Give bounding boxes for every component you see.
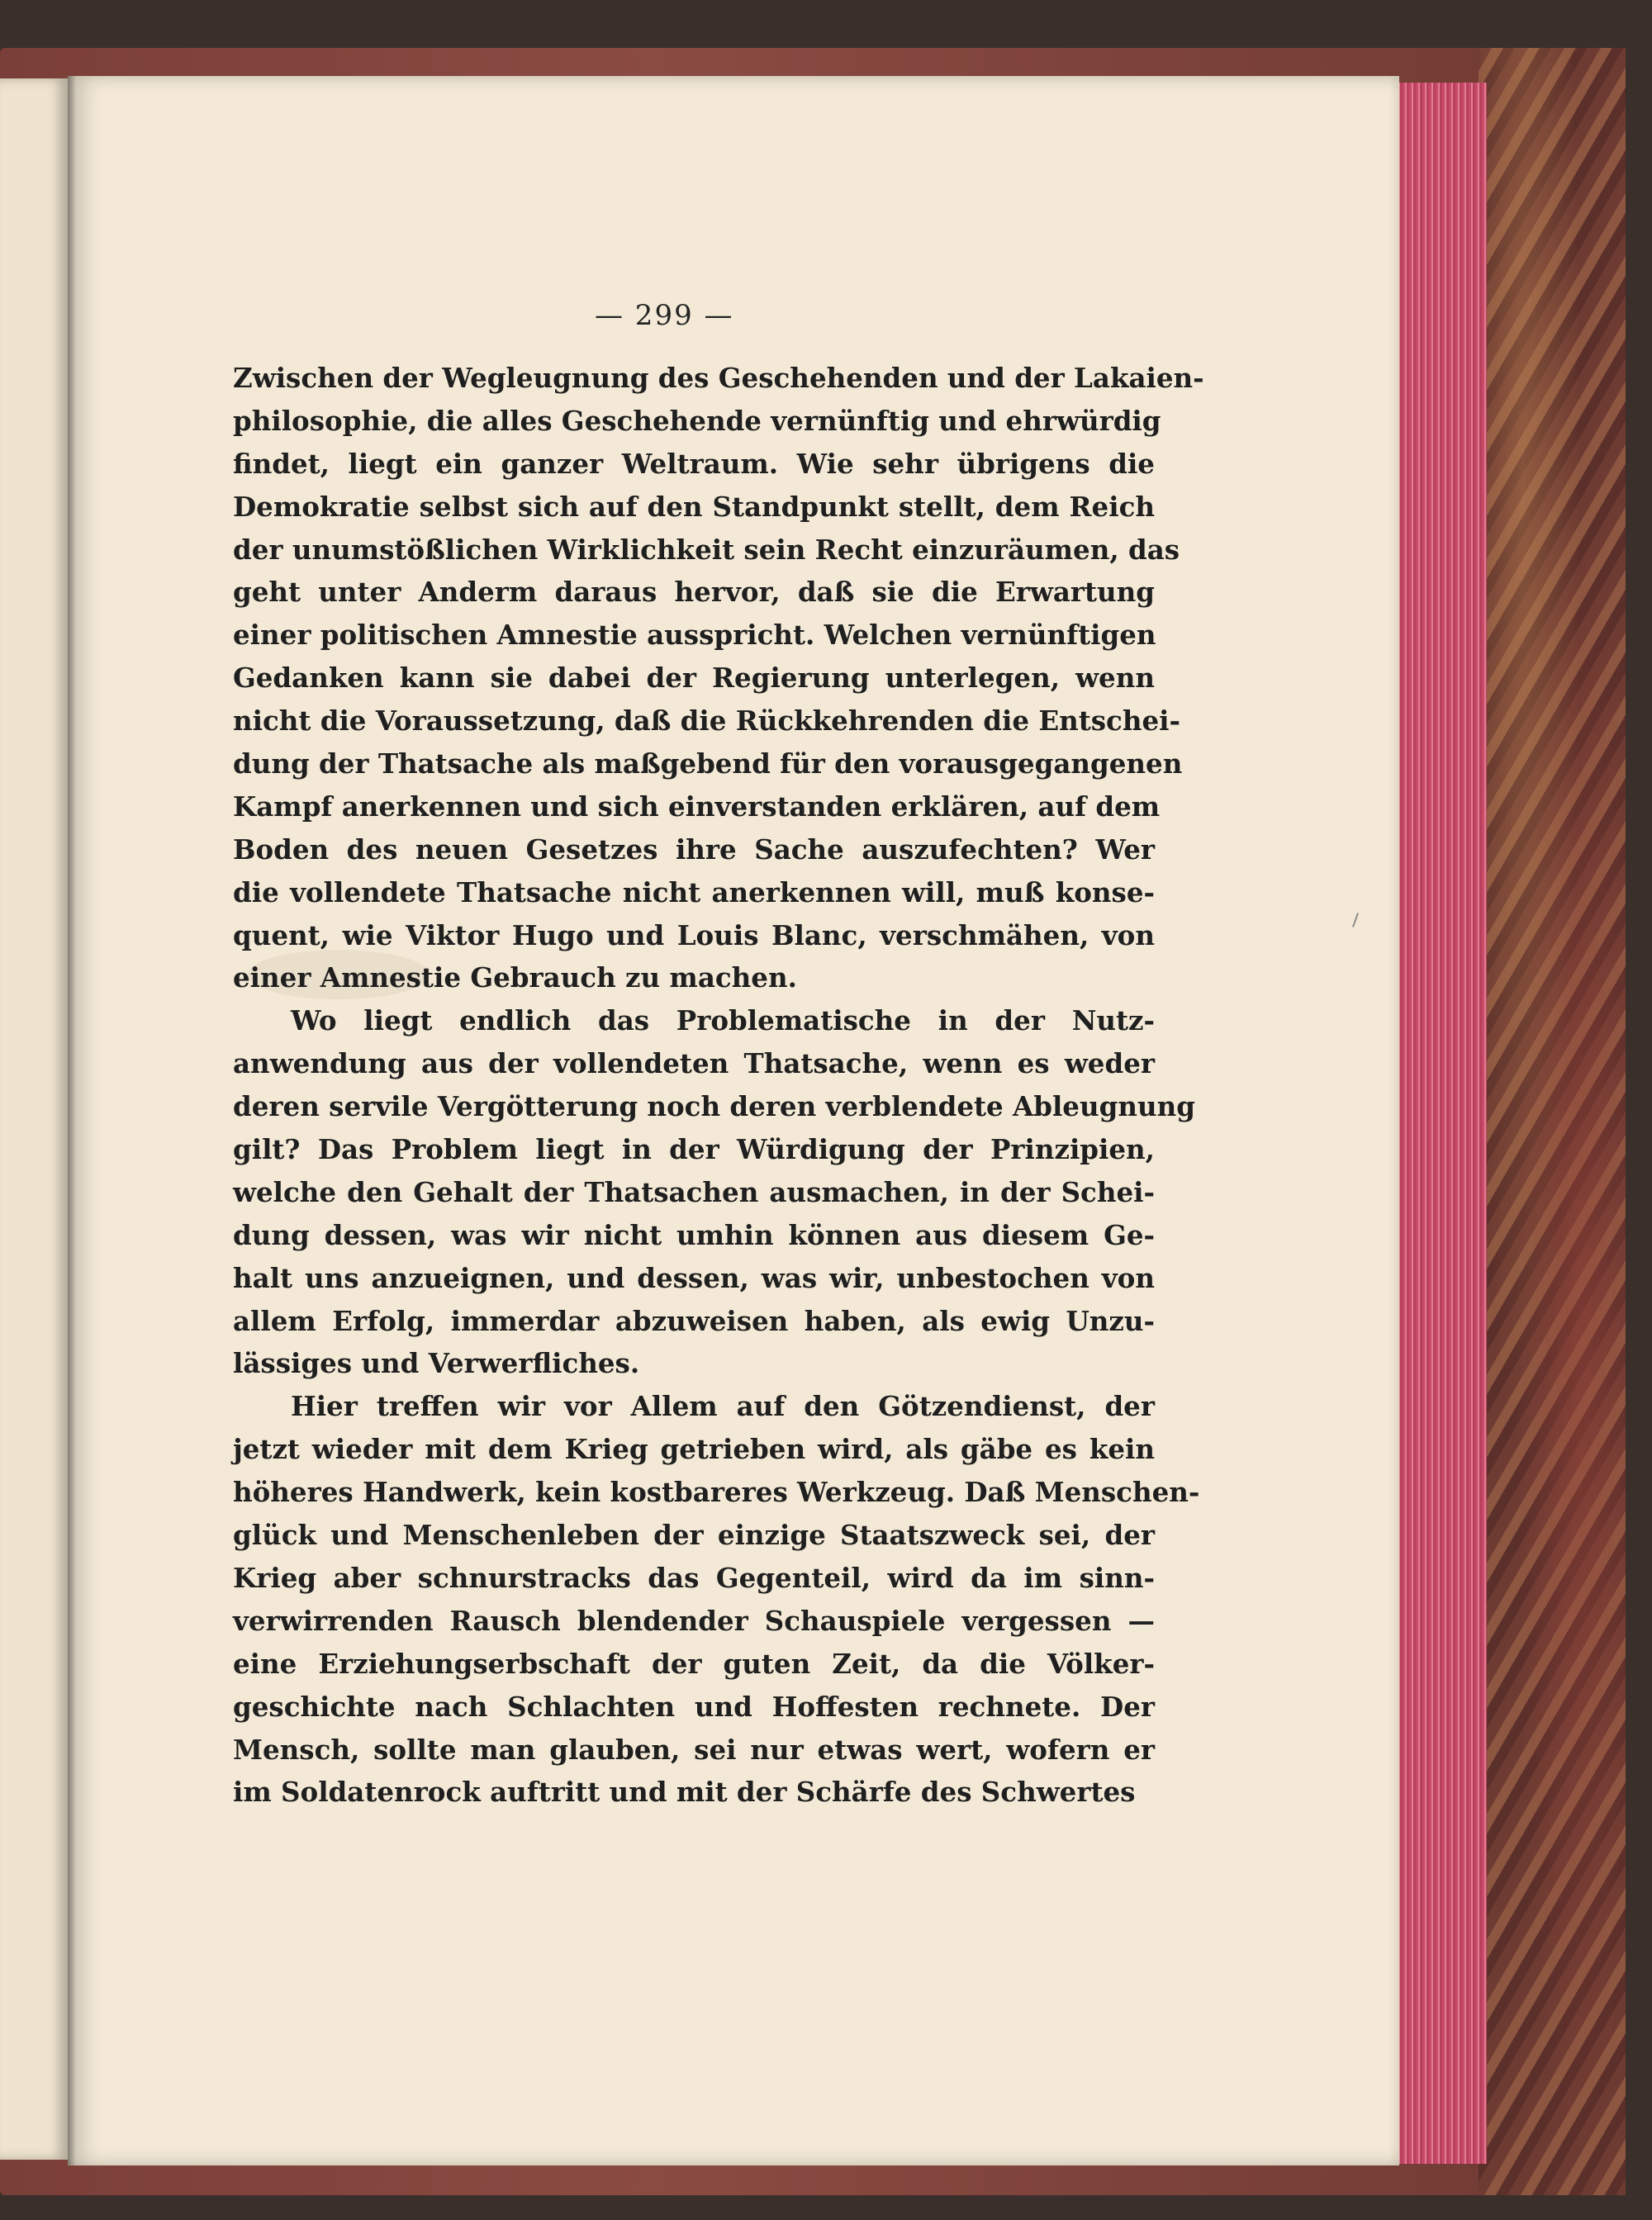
text-line: halt uns anzueignen, und dessen, was wir, unbestochen von <box>233 1261 1155 1294</box>
text-line: dung dessen, was wir nicht umhin können aus diesem Ge- <box>233 1218 1155 1251</box>
text-line: einer politischen Amnestie ausspricht. Welchen vernünftigen <box>233 619 1156 652</box>
text-line: glück und Menschenleben der einzige Staatszweck sei, der <box>233 1519 1155 1552</box>
text-line: Kampf anerkennen und sich einverstanden erklären, auf dem <box>233 790 1161 823</box>
text-line: Krieg aber schnurstracks das Gegenteil, wird da im sinn- <box>233 1561 1155 1594</box>
text-line: Boden des neuen Gesetzes ihre Sache auszufechten? Wer <box>233 832 1155 866</box>
text-line: der unumstößlichen Wirklichkeit sein Recht einzuräumen, das <box>233 533 1180 566</box>
text-line: Gedanken kann sie dabei der Regierung unterlegen, wenn <box>233 662 1155 695</box>
text-line: Demokratie selbst sich auf den Standpunkt stellt, dem Reich <box>233 490 1155 523</box>
body-text <box>233 357 1204 1814</box>
marbled-board <box>1479 48 1626 2195</box>
text-line: dung der Thatsache als maßgebend für den vorausgegangenen <box>233 747 1183 780</box>
text-line: Mensch, sollte man glauben, sei nur etwas wert, wofern er <box>233 1733 1155 1766</box>
text-line: Zwischen der Wegleugnung des Geschehenden und der Lakaien- <box>233 362 1204 394</box>
text-line: nicht die Voraussetzung, daß die Rückkehrenden die Entschei- <box>233 704 1180 738</box>
text-line: geschichte nach Schlachten und Hoffesten rechnete. Der <box>233 1690 1155 1723</box>
text-line: gilt? Das Problem liegt in der Würdigung der Prinzipien, <box>233 1133 1155 1166</box>
text-line: höheres Handwerk, kein kostbareres Werkzeug. Daß Menschen- <box>233 1476 1200 1509</box>
text-line: lässiges und Verwerfliches. <box>233 1347 640 1380</box>
text-line: die vollendete Thatsache nicht anerkennen will, muß konse- <box>233 875 1155 908</box>
text-line: geht unter Anderm daraus hervor, daß sie die Erwartung <box>233 576 1155 609</box>
text-line: einer Amnestie Gebrauch zu machen. <box>233 961 797 994</box>
text-line: eine Erziehungserbschaft der guten Zeit, da die Völker- <box>233 1647 1155 1680</box>
red-page-edges <box>1396 83 1487 2164</box>
text-line: quent, wie Viktor Hugo und Louis Blanc, verschmähen, von <box>233 918 1155 951</box>
text-line: Wo liegt endlich das Problematische in der Nutz- <box>291 1004 1155 1037</box>
left-page-edge <box>0 78 68 2160</box>
page-gutter <box>68 76 76 2165</box>
text-line: findet, liegt ein ganzer Weltraum. Wie sehr übrigens die <box>233 447 1155 480</box>
page-number: — 299 — <box>595 299 734 332</box>
text-line: philosophie, die alles Geschehende vernünftig und ehrwürdig <box>233 404 1161 437</box>
text-line: anwendung aus der vollendeten Thatsache, wenn es weder <box>233 1047 1155 1080</box>
text-line: Hier treffen wir vor Allem auf den Götzendienst, der <box>291 1390 1155 1423</box>
text-line: jetzt wieder mit dem Krieg getrieben wird, als gäbe es kein <box>233 1433 1155 1466</box>
text-line: verwirrenden Rausch blendender Schauspiele vergessen — <box>233 1604 1155 1637</box>
text-line: allem Erfolg, immerdar abzuweisen haben, als ewig Unzu- <box>233 1304 1155 1337</box>
text-line: deren servile Vergötterung noch deren verblendete Ableugnung <box>233 1090 1195 1123</box>
text-line: welche den Gehalt der Thatsachen ausmachen, in der Schei- <box>233 1175 1155 1208</box>
text-line: im Soldatenrock auftritt und mit der Schärfe des Schwertes <box>233 1776 1136 1809</box>
